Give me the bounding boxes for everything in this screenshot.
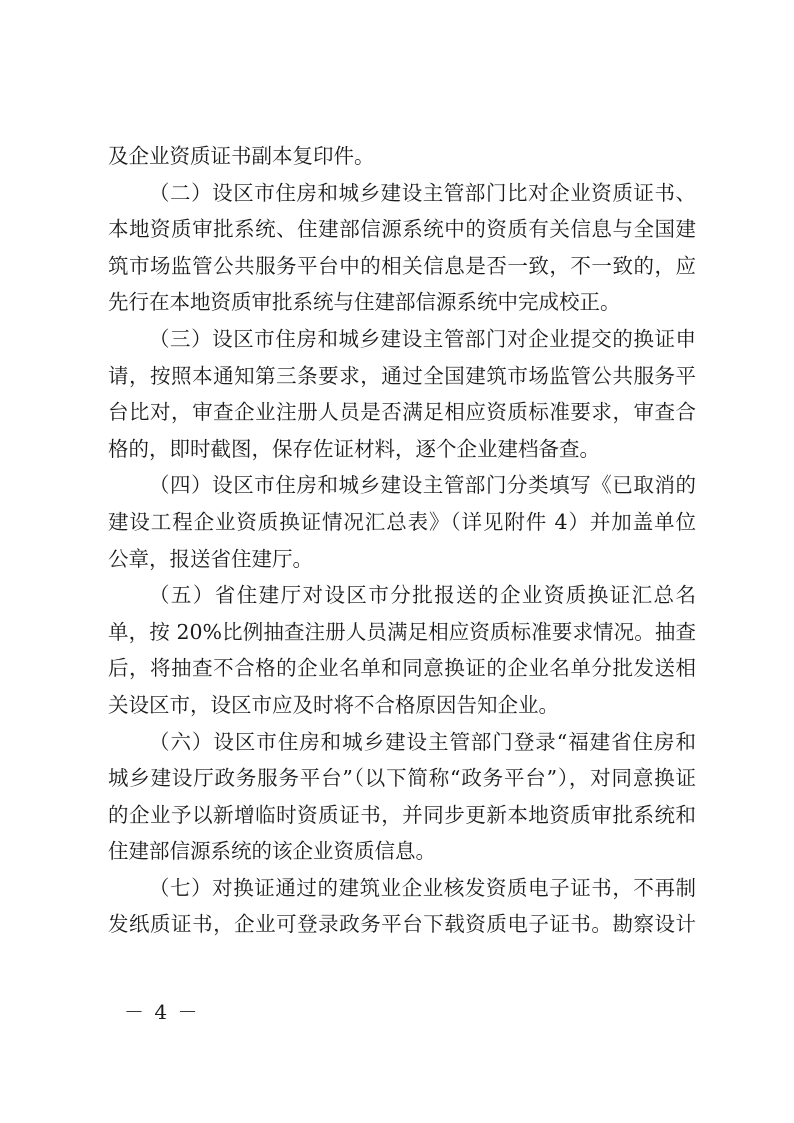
text-line: （七）对换证通过的建筑业企业核发资质电子证书，不再制 [149, 875, 696, 900]
text-line: 建设工程企业资质换证情况汇总表》（详见附件 4）并加盖单位 [108, 509, 696, 534]
text-line: （三）设区市住房和城乡建设主管部门对企业提交的换证申 [149, 326, 696, 351]
text-line: 本地资质审批系统、住建部信源系统中的资质有关信息与全国建 [108, 217, 696, 242]
text-line: 后，将抽查不合格的企业名单和同意换证的企业名单分批发送相 [108, 656, 696, 681]
document-body [108, 138, 696, 943]
text-line: 公章，报送省住建厅。 [108, 546, 313, 571]
paragraph-item-7 [108, 870, 696, 943]
page-number: － 4 － [124, 1000, 200, 1024]
text-line: （四）设区市住房和城乡建设主管部门分类填写《已取消的 [149, 473, 696, 498]
paragraph-item-2 [108, 175, 696, 321]
paragraph-continuation [108, 138, 696, 175]
paragraph-item-3 [108, 321, 696, 467]
text-line: 筑市场监管公共服务平台中的相关信息是否一致，不一致的，应 [108, 253, 696, 278]
text-line: 的企业予以新增临时资质证书，并同步更新本地资质审批系统和 [108, 802, 696, 827]
text-line: 请，按照本通知第三条要求，通过全国建筑市场监管公共服务平 [108, 363, 696, 388]
text-line: 先行在本地资质审批系统与住建部信源系统中完成校正。 [108, 290, 621, 315]
text-line: 城乡建设厅政务服务平台”（以下简称“政务平台”），对同意换证 [108, 766, 696, 791]
text-line: 及企业资质证书副本复印件。 [108, 144, 375, 168]
paragraph-item-4 [108, 467, 696, 577]
text-line: 发纸质证书，企业可登录政务平台下载资质电子证书。勘察设计 [108, 912, 696, 937]
text-line: （二）设区市住房和城乡建设主管部门比对企业资质证书、 [149, 180, 696, 205]
text-line: 单，按 20%比例抽查注册人员满足相应资质标准要求情况。抽查 [108, 619, 696, 644]
text-line: 住建部信源系统的该企业资质信息。 [108, 839, 436, 864]
text-line: 台比对，审查企业注册人员是否满足相应资质标准要求，审查合 [108, 400, 696, 425]
text-line: （五）省住建厅对设区市分批报送的企业资质换证汇总名 [149, 583, 696, 608]
paragraph-item-5 [108, 577, 696, 723]
text-line: 关设区市，设区市应及时将不合格原因告知企业。 [108, 692, 559, 717]
text-line: 格的，即时截图，保存佐证材料，逐个企业建档备查。 [108, 436, 600, 461]
paragraph-item-6 [108, 724, 696, 870]
text-line: （六）设区市住房和城乡建设主管部门登录“福建省住房和 [149, 729, 696, 754]
